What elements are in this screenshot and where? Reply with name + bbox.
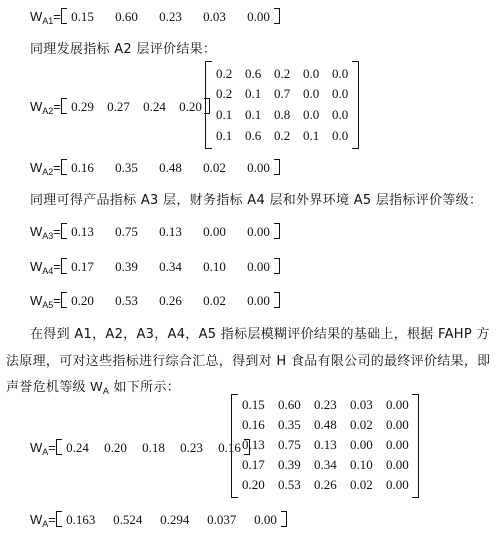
vector-wa3 bbox=[30, 221, 280, 241]
vector-label: $W_{A3}=$ bbox=[30, 224, 61, 241]
vector-label: $W_A=$ bbox=[30, 512, 56, 529]
wa-symbol: $W_A$ bbox=[90, 379, 110, 396]
paragraph-synthesis-line-2: 法原理，可对这些指标进行综合汇总，得到对 H 食品有限公司的最终评价结果，即 bbox=[6, 354, 491, 369]
paragraph-synthesis-line-3: 声誉危机等级 $W_A$ 如下所示： bbox=[6, 379, 181, 396]
left-bracket bbox=[61, 98, 67, 114]
vector-wa bbox=[30, 509, 287, 529]
vector-wa2-weights bbox=[30, 96, 210, 116]
vector-values: 0.13 0.75 0.13 0.00 0.00 bbox=[71, 224, 270, 239]
vector-label: $W_{A1}=$ bbox=[30, 9, 61, 26]
vector-values: 0.17 0.39 0.34 0.10 0.00 bbox=[71, 259, 270, 274]
vector-values: 0.24 0.20 0.18 0.23 0.16 bbox=[66, 440, 241, 455]
left-bracket bbox=[61, 159, 67, 175]
vector-label: $W_{A2}=$ bbox=[30, 160, 61, 177]
vector-label: $W_A=$ bbox=[30, 440, 56, 457]
vector-label: $W_{A2}=$ bbox=[30, 99, 61, 116]
right-bracket bbox=[274, 292, 280, 308]
vector-values: 0.20 0.53 0.26 0.02 0.00 bbox=[71, 293, 270, 308]
left-bracket bbox=[56, 439, 62, 455]
vector-values: 0.16 0.35 0.48 0.02 0.00 bbox=[71, 160, 270, 175]
right-bracket bbox=[281, 511, 287, 527]
vector-wa1 bbox=[30, 6, 280, 26]
vector-wa-weights bbox=[30, 437, 250, 457]
vector-values: 0.163 0.524 0.294 0.037 0.00 bbox=[66, 512, 277, 527]
matrix-a2: 0.2 0.6 0.2 0.0 0.0 0.2 0.1 0.7 0.0 0.0 0.1 0.1 0.8 0.0 0.0 0.1 0.6 0.2 0.1 0.0 bbox=[205, 61, 359, 149]
vector-values: 0.29 0.27 0.24 0.20 bbox=[71, 99, 202, 114]
vector-values: 0.15 0.60 0.23 0.03 0.00 bbox=[71, 9, 270, 24]
left-bracket bbox=[61, 8, 67, 24]
left-bracket bbox=[61, 258, 67, 274]
paragraph-a2-intro: 同理发展指标 A2 层评价结果： bbox=[30, 42, 217, 57]
left-bracket bbox=[56, 511, 62, 527]
left-bracket bbox=[61, 223, 67, 239]
right-bracket bbox=[274, 223, 280, 239]
vector-wa2 bbox=[30, 157, 280, 177]
vector-label: $W_{A4}=$ bbox=[30, 259, 61, 276]
right-bracket bbox=[274, 8, 280, 24]
matrix-a: 0.15 0.60 0.23 0.03 0.00 0.16 0.35 0.48 0.02 0.00 0.13 0.75 0.13 0.00 0.00 0.17 0.39 0.34 0.10 0.00 0.20 0.53 0.26 0.02 0.00 bbox=[231, 394, 419, 498]
left-bracket bbox=[61, 292, 67, 308]
right-bracket bbox=[274, 258, 280, 274]
paragraph-synthesis-line-1: 在得到 A1，A2，A3，A4，A5 指标层模糊评价结果的基础上，根据 FAHP 方 bbox=[30, 327, 490, 342]
vector-wa5 bbox=[30, 290, 280, 310]
vector-label: $W_{A5}=$ bbox=[30, 293, 61, 310]
vector-wa4 bbox=[30, 256, 280, 276]
right-bracket bbox=[274, 159, 280, 175]
paragraph-a3-a5-intro: 同理可得产品指标 A3 层，财务指标 A4 层和外界环境 A5 层指标评价等级： bbox=[30, 193, 483, 208]
